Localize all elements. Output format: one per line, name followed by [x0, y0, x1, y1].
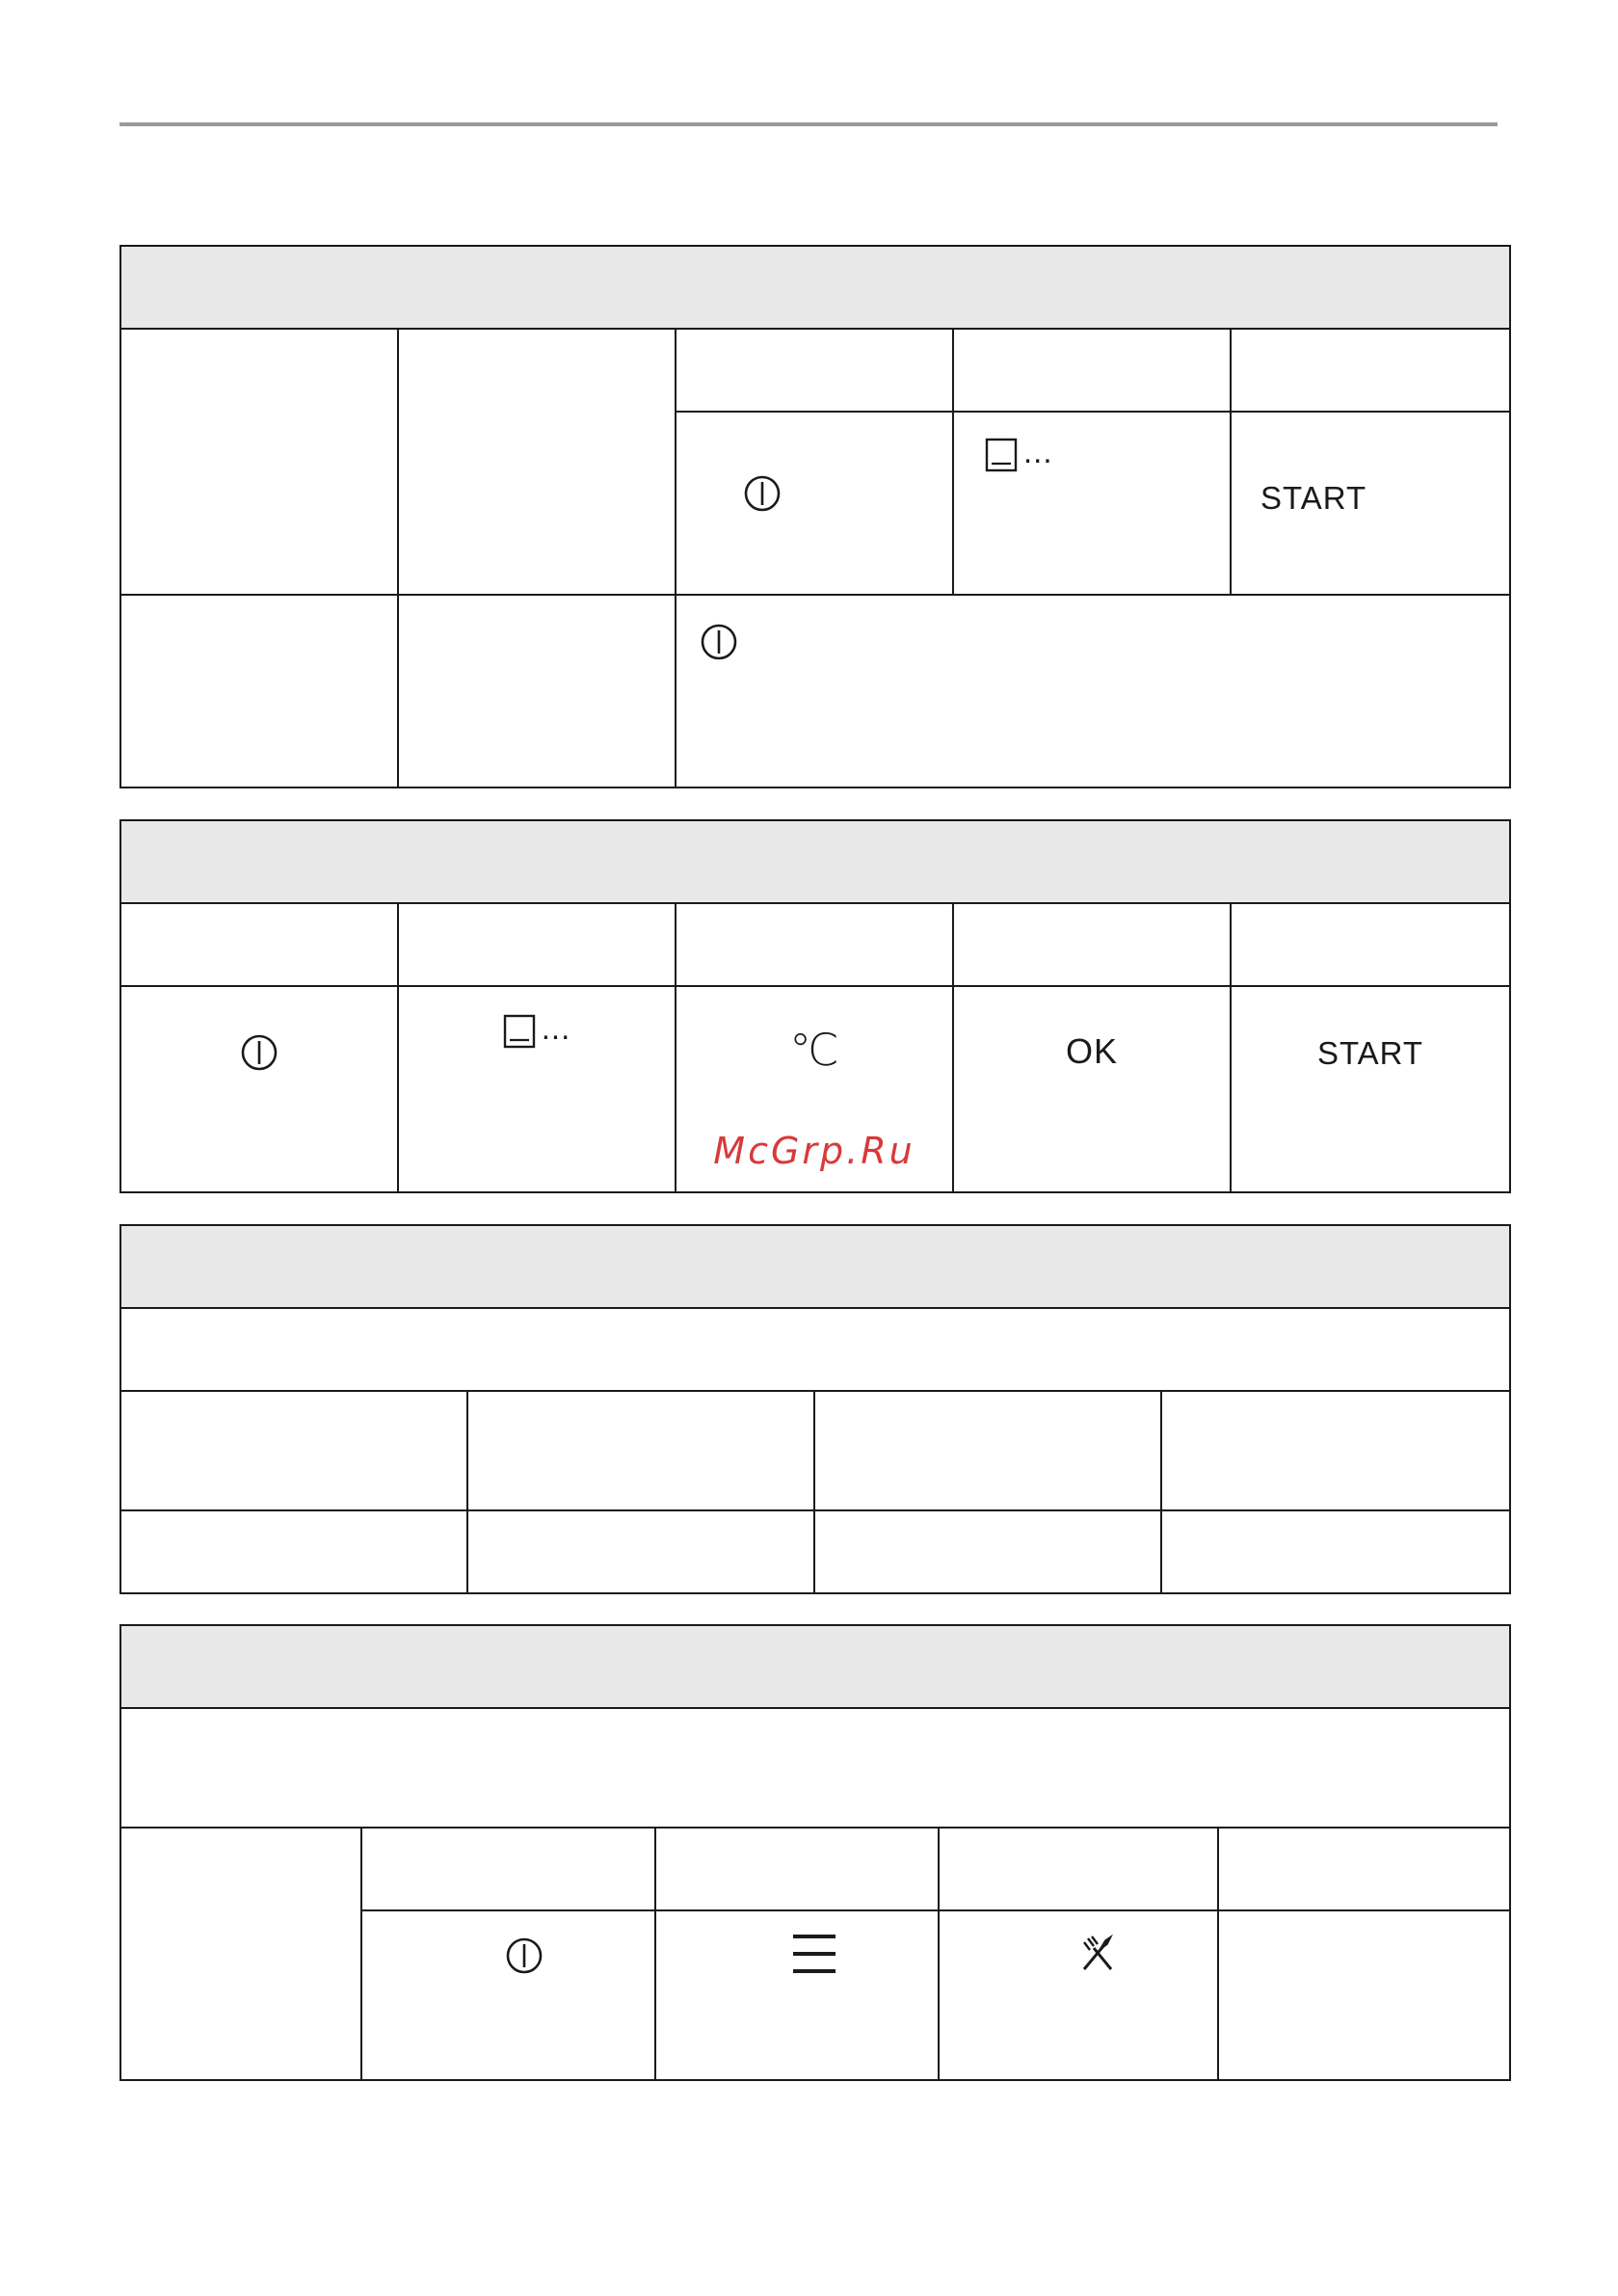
page-header-rule	[119, 122, 1498, 126]
table-3-cell	[120, 1391, 467, 1510]
celsius-icon: ℃	[789, 1024, 839, 1076]
watermark: McGrp.Ru	[713, 1130, 915, 1172]
table-4-cell	[361, 1828, 655, 1910]
table-1-cell	[120, 595, 398, 788]
table-3	[119, 1224, 1511, 1594]
table-2-cell	[1231, 986, 1510, 1192]
table-4-cell	[1218, 1910, 1510, 2080]
table-1-header	[120, 246, 1510, 329]
table-2-cell	[120, 986, 398, 1192]
ellipsis-text: ...	[541, 1010, 571, 1046]
table-4-cell	[361, 1910, 655, 2080]
table-1	[119, 245, 1511, 788]
table-1-cell	[120, 329, 398, 595]
table-1-cell	[398, 329, 676, 595]
table-3-cell	[120, 1510, 467, 1593]
table-2	[119, 819, 1511, 1193]
table-2-cell	[676, 903, 953, 986]
table-1-cell	[953, 329, 1231, 412]
power-icon	[240, 1033, 279, 1072]
table-2-cell	[398, 903, 676, 986]
table-2-header	[120, 820, 1510, 903]
table-1-cell	[398, 595, 676, 788]
table-4	[119, 1624, 1511, 2081]
start-label: START	[1316, 1035, 1424, 1071]
table-4-cell	[1218, 1828, 1510, 1910]
table-3-cell	[814, 1391, 1161, 1510]
table-1-cell	[676, 412, 953, 595]
table-4-header	[120, 1625, 1510, 1708]
table-2-cell	[1231, 903, 1510, 986]
table-3-cell	[1161, 1391, 1510, 1510]
menu-icon	[791, 1933, 837, 1975]
ok-label: OK	[1065, 1031, 1118, 1071]
table-2-cell	[676, 986, 953, 1192]
table-4-cell	[120, 1828, 361, 2080]
table-2-cell	[120, 903, 398, 986]
table-1-cell	[953, 412, 1231, 595]
table-2-cell	[953, 986, 1231, 1192]
power-icon	[743, 474, 782, 513]
table-1-cell	[676, 595, 1510, 788]
table-4-cell	[120, 1708, 1510, 1828]
table-4-cell	[939, 1828, 1218, 1910]
oven-function-icon	[503, 1014, 536, 1049]
ellipsis-text: ...	[1023, 434, 1053, 469]
table-3-cell	[1161, 1510, 1510, 1593]
oven-function-icon	[985, 438, 1018, 472]
table-3-header	[120, 1225, 1510, 1308]
table-4-cell	[939, 1910, 1218, 2080]
table-3-cell	[814, 1510, 1161, 1593]
power-icon	[700, 623, 738, 661]
table-1-cell	[676, 329, 953, 412]
table-1-cell	[1231, 329, 1510, 412]
start-label: START	[1260, 480, 1367, 516]
table-3-cell	[467, 1391, 814, 1510]
table-4-cell	[655, 1910, 939, 2080]
table-4-cell	[655, 1828, 939, 1910]
table-3-cell	[120, 1308, 1510, 1391]
table-2-cell	[953, 903, 1231, 986]
table-2-cell	[398, 986, 676, 1192]
table-1-cell	[1231, 412, 1510, 595]
power-icon	[505, 1936, 544, 1975]
table-3-cell	[467, 1510, 814, 1593]
fork-knife-icon	[1078, 1935, 1117, 1973]
